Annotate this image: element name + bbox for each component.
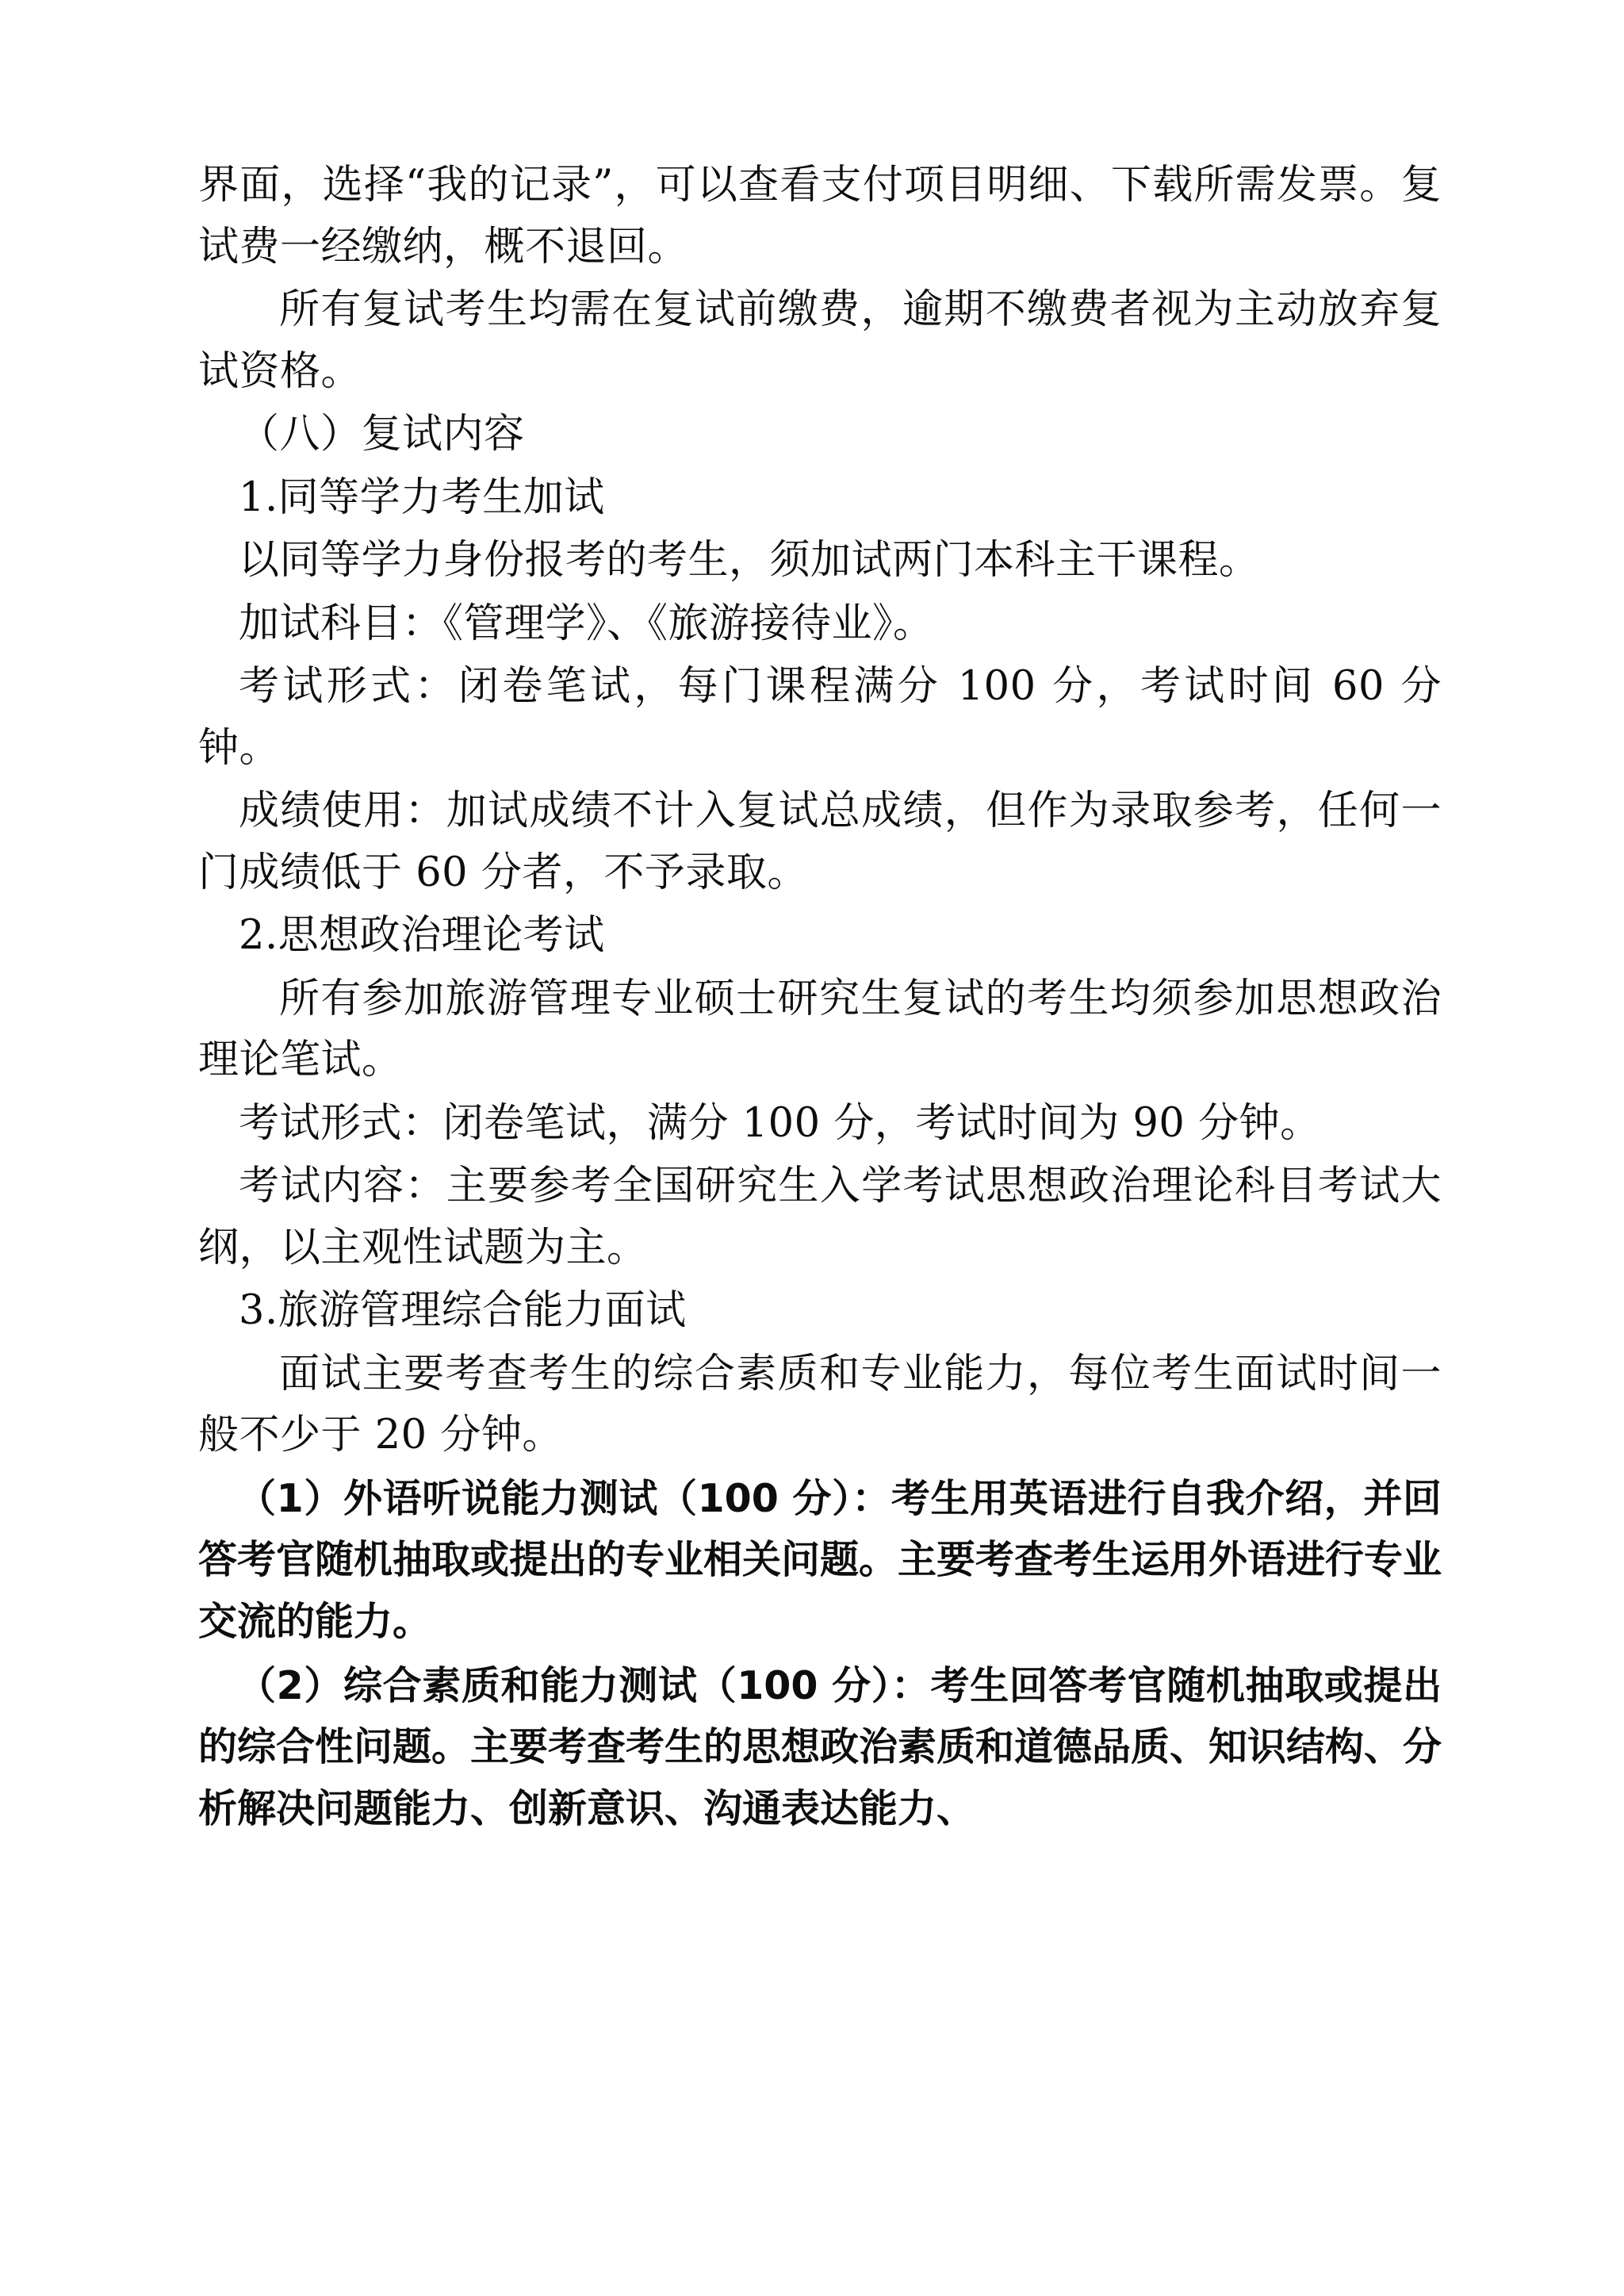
- paragraph: 面试主要考查考生的综合素质和专业能力，每位考生面试时间一般不少于 20 分钟。: [198, 1350, 1442, 1459]
- document-body: [198, 155, 1442, 1466]
- document-body-emphasis: [198, 1468, 1442, 1839]
- paragraph: （1）外语听说能力测试（100 分）：考生用英语进行自我介绍，并回答考官随机抽取或提出的专业相关问题。主要考查考生运用外语进行专业交流的能力。: [198, 1475, 1442, 1644]
- section-heading: （八）复试内容: [239, 411, 525, 458]
- paragraph: 加试科目：《管理学》、《旅游接待业》。: [239, 600, 934, 647]
- paragraph: 所有复试考生均需在复试前缴费，逾期不缴费者视为主动放弃复试资格。: [198, 286, 1442, 395]
- paragraph: 成绩使用：加试成绩不计入复试总成绩，但作为录取参考，任何一门成绩低于 60 分者，不予录取。: [198, 788, 1442, 896]
- paragraph: 以同等学力身份报考的考生，须加试两门本科主干课程。: [239, 537, 1260, 585]
- paragraph: 考试形式：闭卷笔试，满分 100 分，考试时间为 90 分钟。: [239, 1099, 1321, 1147]
- paragraph: 所有参加旅游管理专业硕士研究生复试的考生均须参加思想政治理论笔试。: [198, 975, 1442, 1084]
- subsection-heading: 1.同等学力考生加试: [239, 473, 605, 521]
- subsection-heading: 2.思想政治理论考试: [239, 912, 605, 960]
- paragraph: （2）综合素质和能力测试（100 分）：考生回答考官随机抽取或提出的综合性问题。主要考查考生的思想政治素质和道德品质、知识结构、分析解决问题能力、创新意识、沟通表达能力、: [198, 1663, 1442, 1831]
- paragraph: 考试内容：主要参考全国研究生入学考试思想政治理论科目考试大纲，以主观性试题为主。: [198, 1163, 1442, 1271]
- paragraph: 考试形式：闭卷笔试，每门课程满分 100 分，考试时间 60 分钟。: [198, 663, 1442, 772]
- subsection-heading: 3.旅游管理综合能力面试: [239, 1287, 687, 1335]
- paragraph: 界面，选择“我的记录”，可以查看支付项目明细、下载所需发票。复试费一经缴纳，概不退回。: [198, 162, 1442, 270]
